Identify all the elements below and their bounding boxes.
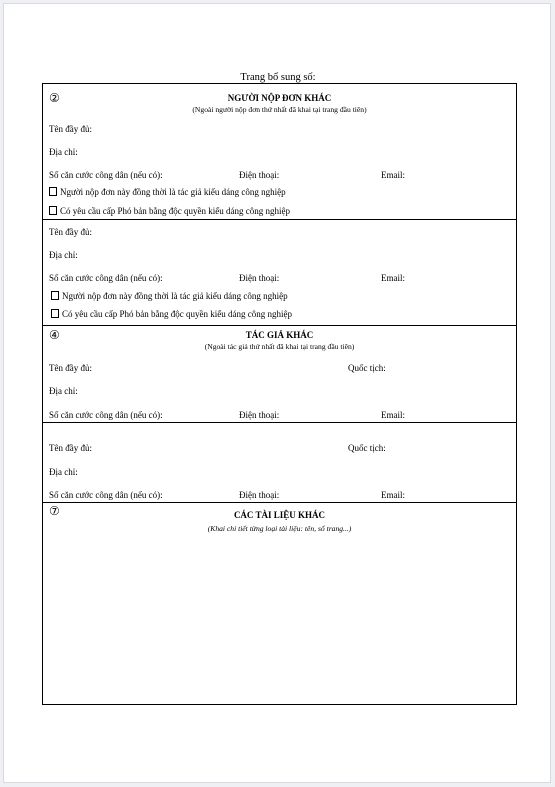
document-page <box>3 3 551 783</box>
authors-subheader: (Ngoài tác giả thứ nhất đã khai tại trang đầu tiên) <box>204 342 355 351</box>
form-table <box>42 83 517 705</box>
applicant-1-address-label: Địa chỉ: <box>49 147 78 157</box>
applicant-2-copy-checkbox-row[interactable] <box>51 309 292 319</box>
applicant-1-full-name-label: Tên đầy đủ: <box>49 124 92 134</box>
applicant-1-author-check-label: Người nộp đơn này đồng thời là tác giả kiểu dáng công nghiệp <box>60 187 286 197</box>
section-number-applicants: ② <box>49 91 60 105</box>
applicant-section-1 <box>43 84 516 219</box>
author-2-email-label: Email: <box>381 490 405 500</box>
author-2-address-label: Địa chỉ: <box>49 467 78 477</box>
author-1-address-label: Địa chỉ: <box>49 386 78 396</box>
checkbox-icon[interactable] <box>51 309 59 318</box>
author-2-phone-label: Điện thoại: <box>239 490 280 500</box>
applicant-1-copy-check-label: Có yêu cầu cấp Phó bản bằng độc quyền kiểu dáng công nghiệp <box>60 206 290 216</box>
other-docs-subheader: (Khai chi tiết từng loại tài liệu: tên, số trang...) <box>207 524 352 533</box>
checkbox-icon[interactable] <box>49 187 57 196</box>
applicants-subheader: (Ngoài người nộp đơn thứ nhất đã khai tại trang đầu tiên) <box>192 105 367 114</box>
applicant-1-email-label: Email: <box>381 170 405 180</box>
other-docs-header: CÁC TÀI LIỆU KHÁC <box>233 510 326 520</box>
author-1-id-label: Số căn cước công dân (nếu có): <box>49 410 163 420</box>
applicant-1-id-label: Số căn cước công dân (nếu có): <box>49 170 163 180</box>
author-1-nationality-label: Quốc tịch: <box>348 363 386 373</box>
applicant-section-2 <box>43 219 516 325</box>
applicant-2-copy-check-label: Có yêu cầu cấp Phó bản bằng độc quyền kiểu dáng công nghiệp <box>62 309 292 319</box>
author-1-full-name-label: Tên đầy đủ: <box>49 363 92 373</box>
applicant-2-id-label: Số căn cước công dân (nếu có): <box>49 273 163 283</box>
applicant-2-phone-label: Điện thoại: <box>239 273 280 283</box>
authors-header: TÁC GIẢ KHÁC <box>245 330 314 340</box>
checkbox-icon[interactable] <box>51 291 59 300</box>
applicants-header: NGƯỜI NỘP ĐƠN KHÁC <box>227 93 332 103</box>
author-2-nationality-label: Quốc tịch: <box>348 443 386 453</box>
checkbox-icon[interactable] <box>49 206 57 215</box>
author-1-email-label: Email: <box>381 410 405 420</box>
section-number-authors: ④ <box>49 328 60 342</box>
author-section-2 <box>43 422 516 502</box>
page-title: Trang bổ sung số: <box>240 72 316 83</box>
applicant-1-copy-checkbox-row[interactable] <box>49 206 290 216</box>
author-section-1 <box>43 325 516 422</box>
section-number-other-docs: ⑦ <box>49 504 60 518</box>
applicant-1-author-checkbox-row[interactable] <box>49 187 286 197</box>
author-1-phone-label: Điện thoại: <box>239 410 280 420</box>
applicant-2-full-name-label: Tên đầy đủ: <box>49 227 92 237</box>
applicant-1-phone-label: Điện thoại: <box>239 170 280 180</box>
author-2-full-name-label: Tên đầy đủ: <box>49 443 92 453</box>
applicant-2-email-label: Email: <box>381 273 405 283</box>
applicant-2-author-checkbox-row[interactable] <box>51 291 288 301</box>
applicant-2-author-check-label: Người nộp đơn này đồng thời là tác giả kiểu dáng công nghiệp <box>62 291 288 301</box>
other-docs-section <box>43 502 516 704</box>
author-2-id-label: Số căn cước công dân (nếu có): <box>49 490 163 500</box>
applicant-2-address-label: Địa chỉ: <box>49 250 78 260</box>
